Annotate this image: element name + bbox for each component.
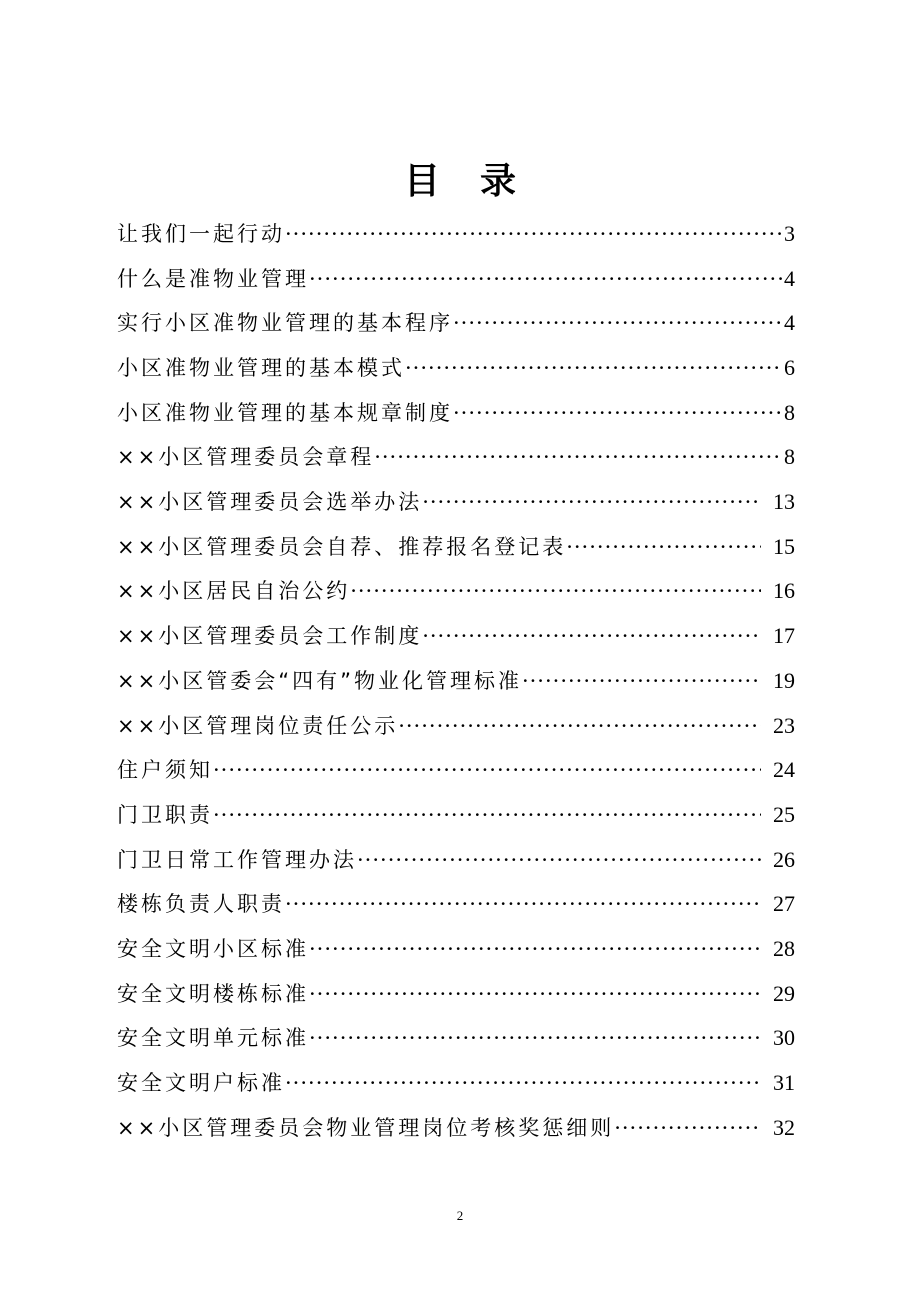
- toc-dot-leader: [398, 704, 761, 749]
- toc-entry[interactable]: [117, 1016, 795, 1061]
- toc-entry-page-number: 29: [773, 980, 795, 1006]
- toc-dot-leader: [453, 391, 782, 436]
- toc-entry[interactable]: [117, 480, 795, 525]
- toc-dot-leader: [285, 212, 782, 257]
- toc-dot-leader: [309, 1016, 761, 1061]
- toc-entry-page-number: 15: [773, 533, 795, 559]
- toc-entry-page-number: 4: [784, 310, 795, 336]
- toc-dot-leader: [422, 614, 761, 659]
- toc-entry-label: 门卫日常工作管理办法: [117, 847, 357, 872]
- toc-dot-leader: [357, 838, 761, 883]
- toc-entry-page-number: 8: [784, 444, 795, 470]
- toc-entry[interactable]: [117, 1061, 795, 1106]
- toc-entry-page-number: 25: [773, 801, 795, 827]
- page-title: [0, 158, 920, 206]
- toc-entry-label: ××小区管理岗位责任公示: [117, 713, 399, 738]
- toc-entry-page-number: 3: [784, 220, 795, 246]
- toc-dot-leader: [309, 972, 761, 1017]
- toc-entry-label: 安全文明单元标准: [117, 1026, 309, 1051]
- toc-entry-page-number: 26: [773, 846, 795, 872]
- toc-entry-page-number: 30: [773, 1025, 795, 1051]
- toc-entry-label: ××小区管委会“四有”物业化管理标准: [117, 668, 522, 693]
- toc-entry-page-number: 6: [784, 355, 795, 381]
- toc-entry[interactable]: [117, 972, 795, 1017]
- toc-entry-page-number: 23: [773, 712, 795, 738]
- toc-entry[interactable]: [117, 435, 795, 480]
- toc-dot-leader: [522, 659, 761, 704]
- toc-dot-leader: [309, 257, 782, 302]
- toc-entry-label: 住户须知: [117, 758, 213, 783]
- toc-entry-label: ××小区管理委员会章程: [117, 445, 375, 470]
- toc-entry-label: 什么是准物业管理: [117, 266, 309, 291]
- toc-dot-leader: [453, 301, 782, 346]
- toc-entry[interactable]: [117, 525, 795, 570]
- toc-entry-label: ××小区管理委员会选举办法: [117, 490, 423, 515]
- toc-entry-page-number: 28: [773, 935, 795, 961]
- toc-entry-page-number: 13: [773, 489, 795, 515]
- toc-dot-leader: [422, 480, 761, 525]
- toc-entry-label: 让我们一起行动: [117, 221, 285, 246]
- toc-entry[interactable]: [117, 301, 795, 346]
- toc-entry-label: 实行小区准物业管理的基本程序: [117, 311, 453, 336]
- toc-entry-page-number: 4: [784, 265, 795, 291]
- toc-dot-leader: [285, 882, 761, 927]
- toc-entry-label: 小区准物业管理的基本规章制度: [117, 400, 453, 425]
- toc-entry[interactable]: [117, 346, 795, 391]
- toc-entry-page-number: 24: [773, 757, 795, 783]
- toc-entry[interactable]: [117, 391, 795, 436]
- toc-entry[interactable]: [117, 614, 795, 659]
- toc-entry-page-number: 32: [773, 1114, 795, 1140]
- toc-entry[interactable]: [117, 927, 795, 972]
- toc-dot-leader: [405, 346, 782, 391]
- toc-entry-label: 门卫职责: [117, 802, 213, 827]
- toc-entry[interactable]: [117, 882, 795, 927]
- toc-entry-label: 安全文明楼栋标准: [117, 981, 309, 1006]
- toc-dot-leader: [213, 793, 761, 838]
- toc-entry-label: ××小区管理委员会物业管理岗位考核奖惩细则: [117, 1115, 615, 1140]
- toc-entry-label: 安全文明小区标准: [117, 936, 309, 961]
- toc-entry-page-number: 16: [773, 578, 795, 604]
- toc-entry[interactable]: [117, 793, 795, 838]
- page-title-part-1: 目: [403, 161, 440, 202]
- toc-dot-leader: [213, 748, 761, 793]
- toc-dot-leader: [350, 569, 761, 614]
- toc-entry[interactable]: [117, 838, 795, 883]
- toc-entry-label: 小区准物业管理的基本模式: [117, 356, 405, 381]
- toc-entry-label: ××小区管理委员会自荐、推荐报名登记表: [117, 534, 567, 559]
- page-number: 2: [456, 1208, 464, 1223]
- toc-entry-label: 安全文明户标准: [117, 1071, 285, 1096]
- toc-entry[interactable]: [117, 748, 795, 793]
- toc-entry-label: ××小区管理委员会工作制度: [117, 624, 423, 649]
- toc-entry[interactable]: [117, 212, 795, 257]
- toc-dot-leader: [566, 525, 761, 570]
- toc-entry[interactable]: [117, 704, 795, 749]
- toc-dot-leader: [285, 1061, 761, 1106]
- toc-entry-page-number: 8: [784, 399, 795, 425]
- toc-dot-leader: [614, 1106, 761, 1151]
- toc-entry-page-number: 17: [773, 623, 795, 649]
- toc-entry-page-number: 31: [773, 1070, 795, 1096]
- toc-entry[interactable]: [117, 659, 795, 704]
- toc-dot-leader: [374, 435, 782, 480]
- page-title-part-2: 录: [480, 161, 517, 202]
- toc-dot-leader: [309, 927, 761, 972]
- toc-entry[interactable]: [117, 1106, 795, 1151]
- toc-entry-label: 楼栋负责人职责: [117, 892, 285, 917]
- toc-entry[interactable]: [117, 570, 795, 615]
- toc-entry-label: ××小区居民自治公约: [117, 579, 351, 604]
- toc-entry-page-number: 27: [773, 891, 795, 917]
- toc-entry-page-number: 19: [773, 667, 795, 693]
- table-of-contents: [117, 212, 795, 1150]
- toc-entry[interactable]: [117, 257, 795, 302]
